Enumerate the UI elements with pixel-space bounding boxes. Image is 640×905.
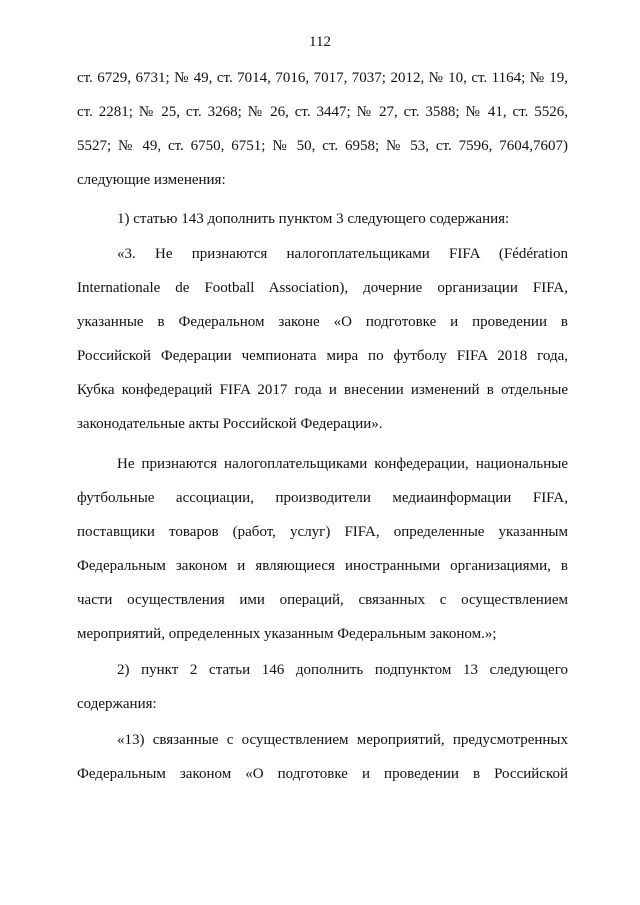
text-line: 2) пункт 2 статьи 146 дополнить подпунктом 13 следующего — [117, 662, 568, 678]
text-line: Российской Федерации чемпионата мира по футболу FIFA 2018 года, — [77, 348, 568, 364]
paragraph-item-2 — [77, 653, 568, 721]
text-line: части осуществления ими операций, связанных с осуществлением — [77, 592, 568, 608]
text-line: Не признаются налогоплательщиками конфедерации, национальные — [117, 456, 568, 472]
text-line: ст. 6729, 6731; № 49, ст. 7014, 7016, 7017, 7037; 2012, № 10, ст. 1164; № 19, — [77, 70, 568, 86]
text-line: Федеральным законом «О подготовке и проведении в Российской — [77, 766, 568, 782]
text-line: 5527; № 49, ст. 6750, 6751; № 50, ст. 6958; № 53, ст. 7596, 7604,7607) — [77, 138, 568, 154]
paragraph-citations — [77, 61, 568, 197]
text-line: «13) связанные с осуществлением мероприятий, предусмотренных — [117, 732, 568, 748]
text-line: содержания: — [77, 696, 157, 712]
text-line: следующие изменения: — [77, 172, 226, 188]
text-line: 1) статью 143 дополнить пунктом 3 следующего содержания: — [117, 211, 510, 227]
text-line: ст. 2281; № 25, ст. 3268; № 26, ст. 3447; № 27, ст. 3588; № 41, ст. 5526, — [77, 104, 568, 120]
text-line: мероприятий, определенных указанным Федеральным законом.»; — [77, 626, 497, 642]
paragraph-clause-3 — [77, 237, 568, 441]
text-line: поставщики товаров (работ, услуг) FIFA, определенные указанным — [77, 524, 568, 540]
paragraph-confederations — [77, 447, 568, 651]
paragraph-subclause-13 — [77, 723, 568, 791]
page-number: 112 — [309, 34, 331, 50]
text-line: Федеральным законом и являющиеся иностранными организациями, в — [77, 558, 568, 574]
text-line: футбольные ассоциации, производители медиаинформации FIFA, — [77, 490, 568, 506]
text-line: «3. Не признаются налогоплательщиками FIFA (Fédération — [117, 246, 568, 262]
text-line: указанные в Федеральном законе «О подготовке и проведении в — [77, 314, 568, 330]
text-line: Internationale de Football Association), дочерние организации FIFA, — [77, 280, 568, 296]
text-line: Кубка конфедераций FIFA 2017 года и внесении изменений в отдельные — [77, 382, 568, 398]
paragraph-item-1 — [77, 202, 568, 236]
text-line: законодательные акты Российской Федерации». — [77, 416, 383, 432]
